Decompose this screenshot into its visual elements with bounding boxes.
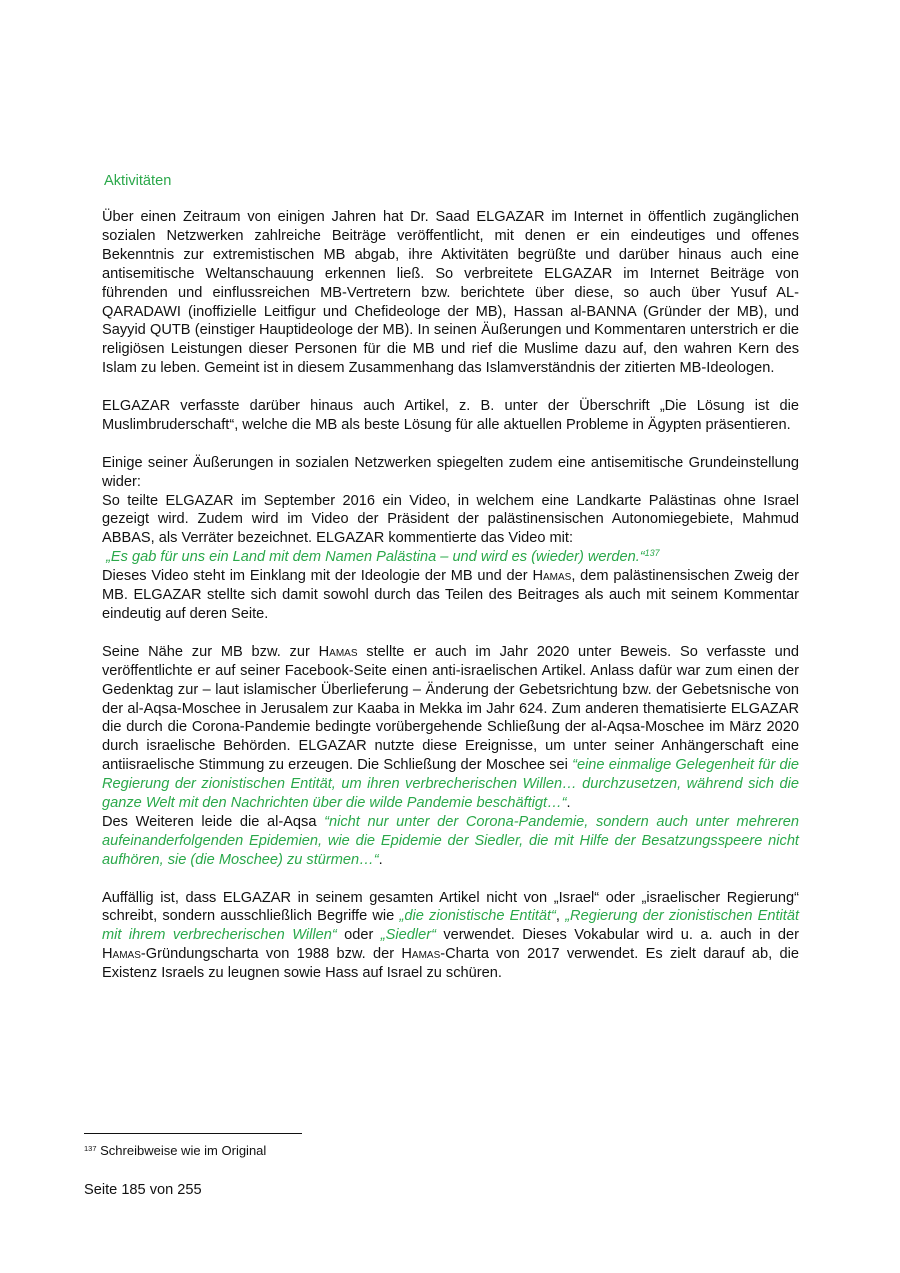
text-run: Des Weiteren leide die al-Aqsa xyxy=(102,813,325,830)
hamas-term: Hamas xyxy=(318,643,358,660)
paragraph-5 xyxy=(102,813,799,870)
quote-epidemics: “nicht nur unter der Corona-Pandemie, sondern auch unter mehreren aufeinanderfolgenden Epidemien, wie die Epidemie der Siedler, die mit Hilfe der Besatzungsspeere nicht aufhören, sie (die Moschee) zu stürmen…“ xyxy=(102,813,800,868)
text-run: Auffällig ist, dass ELGAZAR in seinem gesamten Artikel nicht von „Israel“ oder „israelischer Regierung“ schreibt, sondern ausschließlich Begriffe wie xyxy=(102,889,799,925)
text-run: , xyxy=(555,908,566,925)
quote-opportunity: “eine einmalige Gelegenheit für die Regierung der zionistischen Entität, um ihren verbrecherischen Willen… durchzusetzen, während sich die ganze Welt mit den Nachrichten über die wilde Pandemie beschäftigt…“ xyxy=(102,757,799,812)
paragraph-3b: So teilte ELGAZAR im September 2016 ein Video, in welchem eine Landkarte Palästinas ohne Israel gezeigt wird. Zudem wird im Video der Präsident der palästinensischen Autonomiegebiete, Mahmud ABBAS, als Verräter bezeichnet. ELGAZAR kommentierte das Video mit: xyxy=(102,492,799,547)
text-run: -Gründungscharta von 1988 bzw. der xyxy=(140,946,402,963)
text-run: . xyxy=(378,851,383,868)
quote-line-1 xyxy=(102,548,799,567)
footnote xyxy=(84,1143,266,1159)
quote-zionist-entity: „die zionistische Entität“ xyxy=(399,908,556,925)
text-run: oder xyxy=(336,927,381,944)
text-run: Seine Nähe zur MB bzw. zur xyxy=(102,643,319,660)
footnote-number: 137 xyxy=(84,1144,97,1153)
hamas-term: Hamas xyxy=(401,946,441,963)
paragraph-2: ELGAZAR verfasste darüber hinaus auch Artikel, z. B. unter der Überschrift „Die Lösung ist die Muslimbruderschaft“, welche die MB als beste Lösung für alle aktuellen Probleme in Ägypten präsentieren. xyxy=(102,398,799,433)
paragraph-4 xyxy=(102,643,799,813)
section-heading: Aktivitäten xyxy=(104,173,172,189)
text-run: -Charta von 2017 verwendet. Es zielt darauf ab, die Existenz Israels zu leugnen sowie Hass auf Israel zu schüren. xyxy=(102,946,799,982)
text-run: Dieses Video steht im Einklang mit der Ideologie der MB und der xyxy=(102,568,533,585)
hamas-term: Hamas xyxy=(532,568,572,585)
quote-settlers: „Siedler“ xyxy=(380,927,436,944)
footnote-ref[interactable]: 137 xyxy=(644,548,660,559)
quote-palestine: „Es gab für uns ein Land mit dem Namen Palästina – und wird es (wieder) werden.“ xyxy=(106,549,645,566)
paragraph-6 xyxy=(102,889,799,984)
body-text xyxy=(102,208,799,1002)
paragraph-3c xyxy=(102,567,799,624)
text-run: . xyxy=(566,795,571,812)
text-run: , dem palästinensischen Zweig der MB. ELGAZAR stellte sich damit sowohl durch das Teilen des Beitrages als auch mit seinem Kommentar eindeutig auf deren Seite. xyxy=(102,568,799,622)
text-run: stellte er auch im Jahr 2020 unter Beweis. So verfasste und veröffentlichte er auf seiner Facebook-Seite einen anti-israelischen Artikel. Anlass dafür war zum einen der Gedenktag zur – laut islamischer Überlieferung – Änderung der Gebetsrichtung bzw. der Gebetsnische von der al-Aqsa-Moschee in Jerusalem zur Kaaba in Mekka im Jahr 624. Zum anderen thematisierte ELGAZAR die durch die Corona-Pandemie bedingte vorübergehende Schließung der al-Aqsa-Moschee im März 2020 durch israelische Behörden. ELGAZAR nutzte diese Ereignisse, um unter seiner Anhängerschaft eine antiisraelische Stimmung zu erzeugen. Die Schließung der Moschee sei xyxy=(102,643,799,774)
hamas-term: Hamas xyxy=(102,946,141,963)
quote-government: „Regierung der zionistischen Entität mit ihrem verbrecherischen Willen“ xyxy=(102,908,800,944)
paragraph-1: Über einen Zeitraum von einigen Jahren hat Dr. Saad ELGAZAR im Internet in öffentlich zugänglichen sozialen Netzwerken zahlreiche Beiträge veröffentlicht, mit denen er ein eindeutiges und offenes Bekenntnis zur extremistischen MB abgab, ihre Aktivitäten begrüßte und darüber hinaus auch eine antisemitische Weltanschauung erkennen ließ. So verbreitete ELGAZAR im Internet Beiträge von führenden und einflussreichen MB-Vertretern bzw. berichtete über diese, so auch über Yusuf AL-QARADAWI (inoffizielle Leitfigur und Chefideologe der MB), Hassan al-BANNA (Gründer der MB), und Sayyid QUTB (einstiger Hauptideologe der MB). In seinen Äußerungen und Kommentaren unterstrich er die religiösen Leistungen dieser Personen für die MB und rief die Muslime dazu auf, den wahren Kern des Islam zu leben. Gemeint ist in diesem Zusammenhang das Islamverständnis der zitierten MB-Ideologen. xyxy=(102,209,799,377)
footnote-text: Schreibweise wie im Original xyxy=(96,1143,267,1158)
page-number: Seite 185 von 255 xyxy=(84,1182,202,1198)
paragraph-3a: Einige seiner Äußerungen in sozialen Netzwerken spiegelten zudem eine antisemitische Grundeinstellung wider: xyxy=(102,454,799,490)
text-run: verwendet. Dieses Vokabular wird u. a. auch in der xyxy=(435,927,800,944)
footnote-divider xyxy=(84,1133,302,1134)
